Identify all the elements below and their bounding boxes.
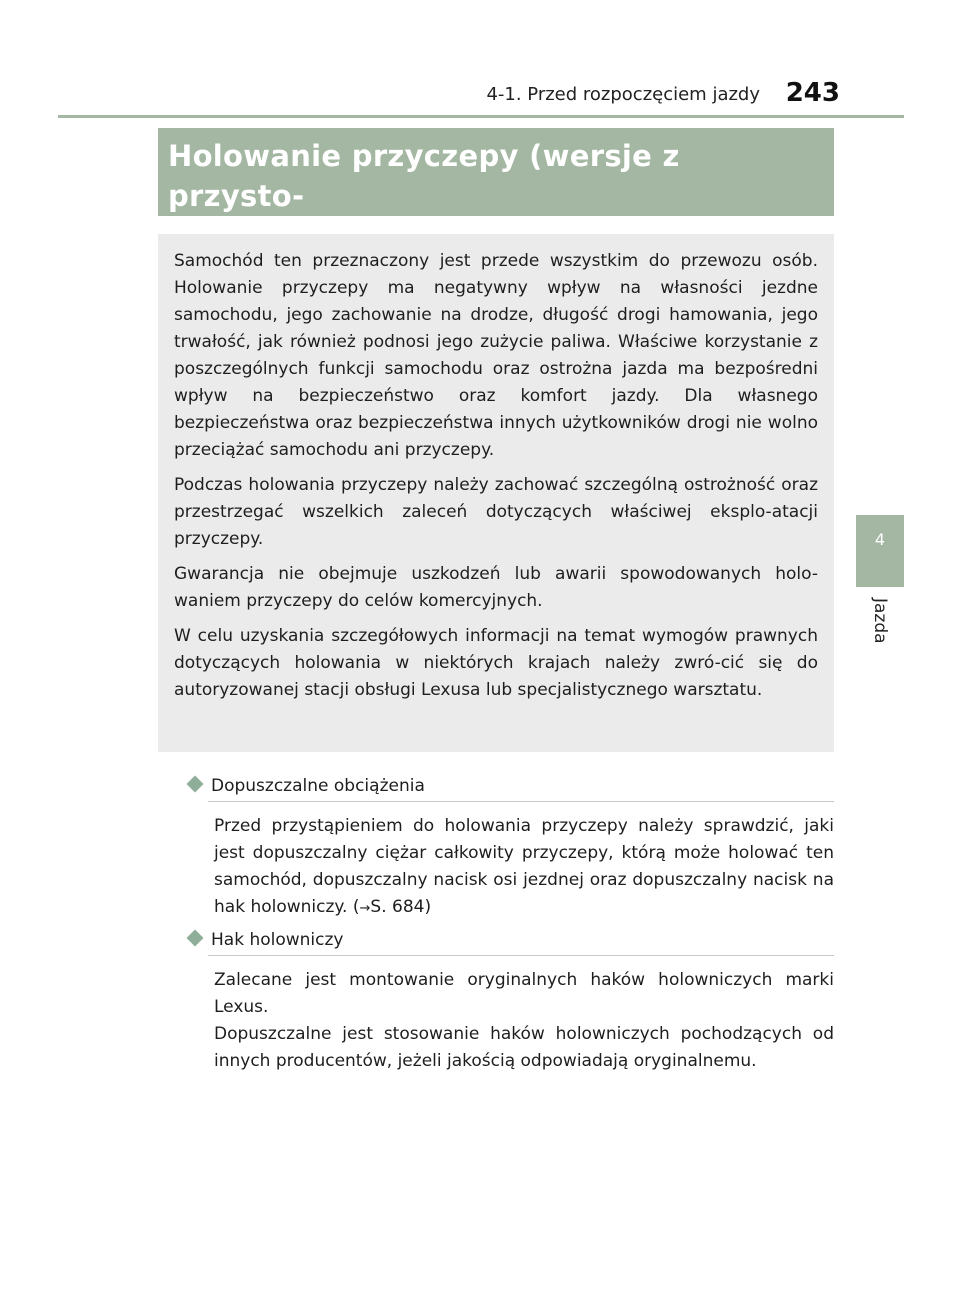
subsection-divider bbox=[208, 801, 834, 802]
body-paragraph: Zalecane jest montowanie oryginalnych haków holowniczych marki Lexus. bbox=[214, 970, 834, 1017]
section-title-line-1: Holowanie przyczepy (wersje z przysto- bbox=[168, 139, 680, 213]
body-paragraph bbox=[214, 813, 834, 922]
intro-paragraph: W celu uzyskania szczegółowych informacji na temat wymogów prawnych dotyczących holowania w niektórych krajach należy zwró-cić się do autoryzowanej stacji obsługi Lexusa lub specjalistycznego warsztatu. bbox=[174, 626, 818, 700]
page-number: 243 bbox=[785, 78, 840, 108]
arrow-right-icon: → bbox=[359, 901, 371, 916]
body-text: Przed przystąpieniem do holowania przyczepy należy sprawdzić, jaki jest dopuszczalny ciężar całkowity przyczepy, którą może holować ten samochód, dopuszczalny nacisk osi jezdnej oraz dopuszczalny nacisk na hak holowniczy. ( bbox=[214, 816, 834, 917]
subsection-heading-text: Dopuszczalne obciążenia bbox=[211, 776, 425, 796]
body-paragraph: Dopuszczalne jest stosowanie haków holowniczych pochodzących od innych producentów, jeżeli jakością odpowiadają oryginalnemu. bbox=[214, 1024, 834, 1071]
subsection-heading-loads bbox=[186, 774, 834, 798]
intro-paragraph: Gwarancja nie obejmuje uszkodzeń lub awarii spowodowanych holo-waniem przyczepy do celów komercyjnych. bbox=[174, 564, 818, 611]
subsection-body-loads bbox=[214, 813, 834, 922]
intro-paragraph: Podczas holowania przyczepy należy zachować szczególną ostrożność oraz przestrzegać wszelkich zaleceń dotyczących właściwej eksplo-atacji przyczepy. bbox=[174, 475, 818, 549]
subsection-divider bbox=[208, 955, 834, 956]
page-reference-link[interactable]: S. 684) bbox=[370, 897, 432, 917]
diamond-bullet-icon bbox=[187, 776, 204, 793]
header-divider bbox=[58, 115, 904, 118]
intro-box bbox=[158, 234, 834, 752]
header-section-title: 4-1. Przed rozpoczęciem jazdy bbox=[486, 84, 760, 105]
subsection-heading-text: Hak holowniczy bbox=[211, 930, 344, 950]
subsection-body-hitch bbox=[214, 967, 834, 1075]
subsection-heading-hitch bbox=[186, 928, 834, 952]
diamond-bullet-icon bbox=[187, 930, 204, 947]
chapter-tab-number: 4 bbox=[874, 530, 886, 549]
chapter-tab-label bbox=[866, 598, 896, 678]
chapter-tab-label-text: Jazda bbox=[870, 598, 890, 644]
section-title bbox=[158, 128, 834, 216]
chapter-tab bbox=[856, 515, 904, 587]
intro-paragraph: Samochód ten przeznaczony jest przede wszystkim do przewozu osób. Holowanie przyczepy ma negatywny wpływ na własności jezdne samochodu, jego zachowanie na drodze, długość drogi hamowania, jego trwałość, jak również podnosi jego zużycie paliwa. Właściwe korzystanie z poszczególnych funkcji samochodu oraz ostrożna jazda ma bezpośredni wpływ na bezpieczeństwo oraz komfort jazdy. Dla własnego bezpieczeństwa oraz bezpieczeństwa innych użytkowników drogi nie wolno przeciążać samochodu ani przyczepy. bbox=[174, 251, 818, 460]
